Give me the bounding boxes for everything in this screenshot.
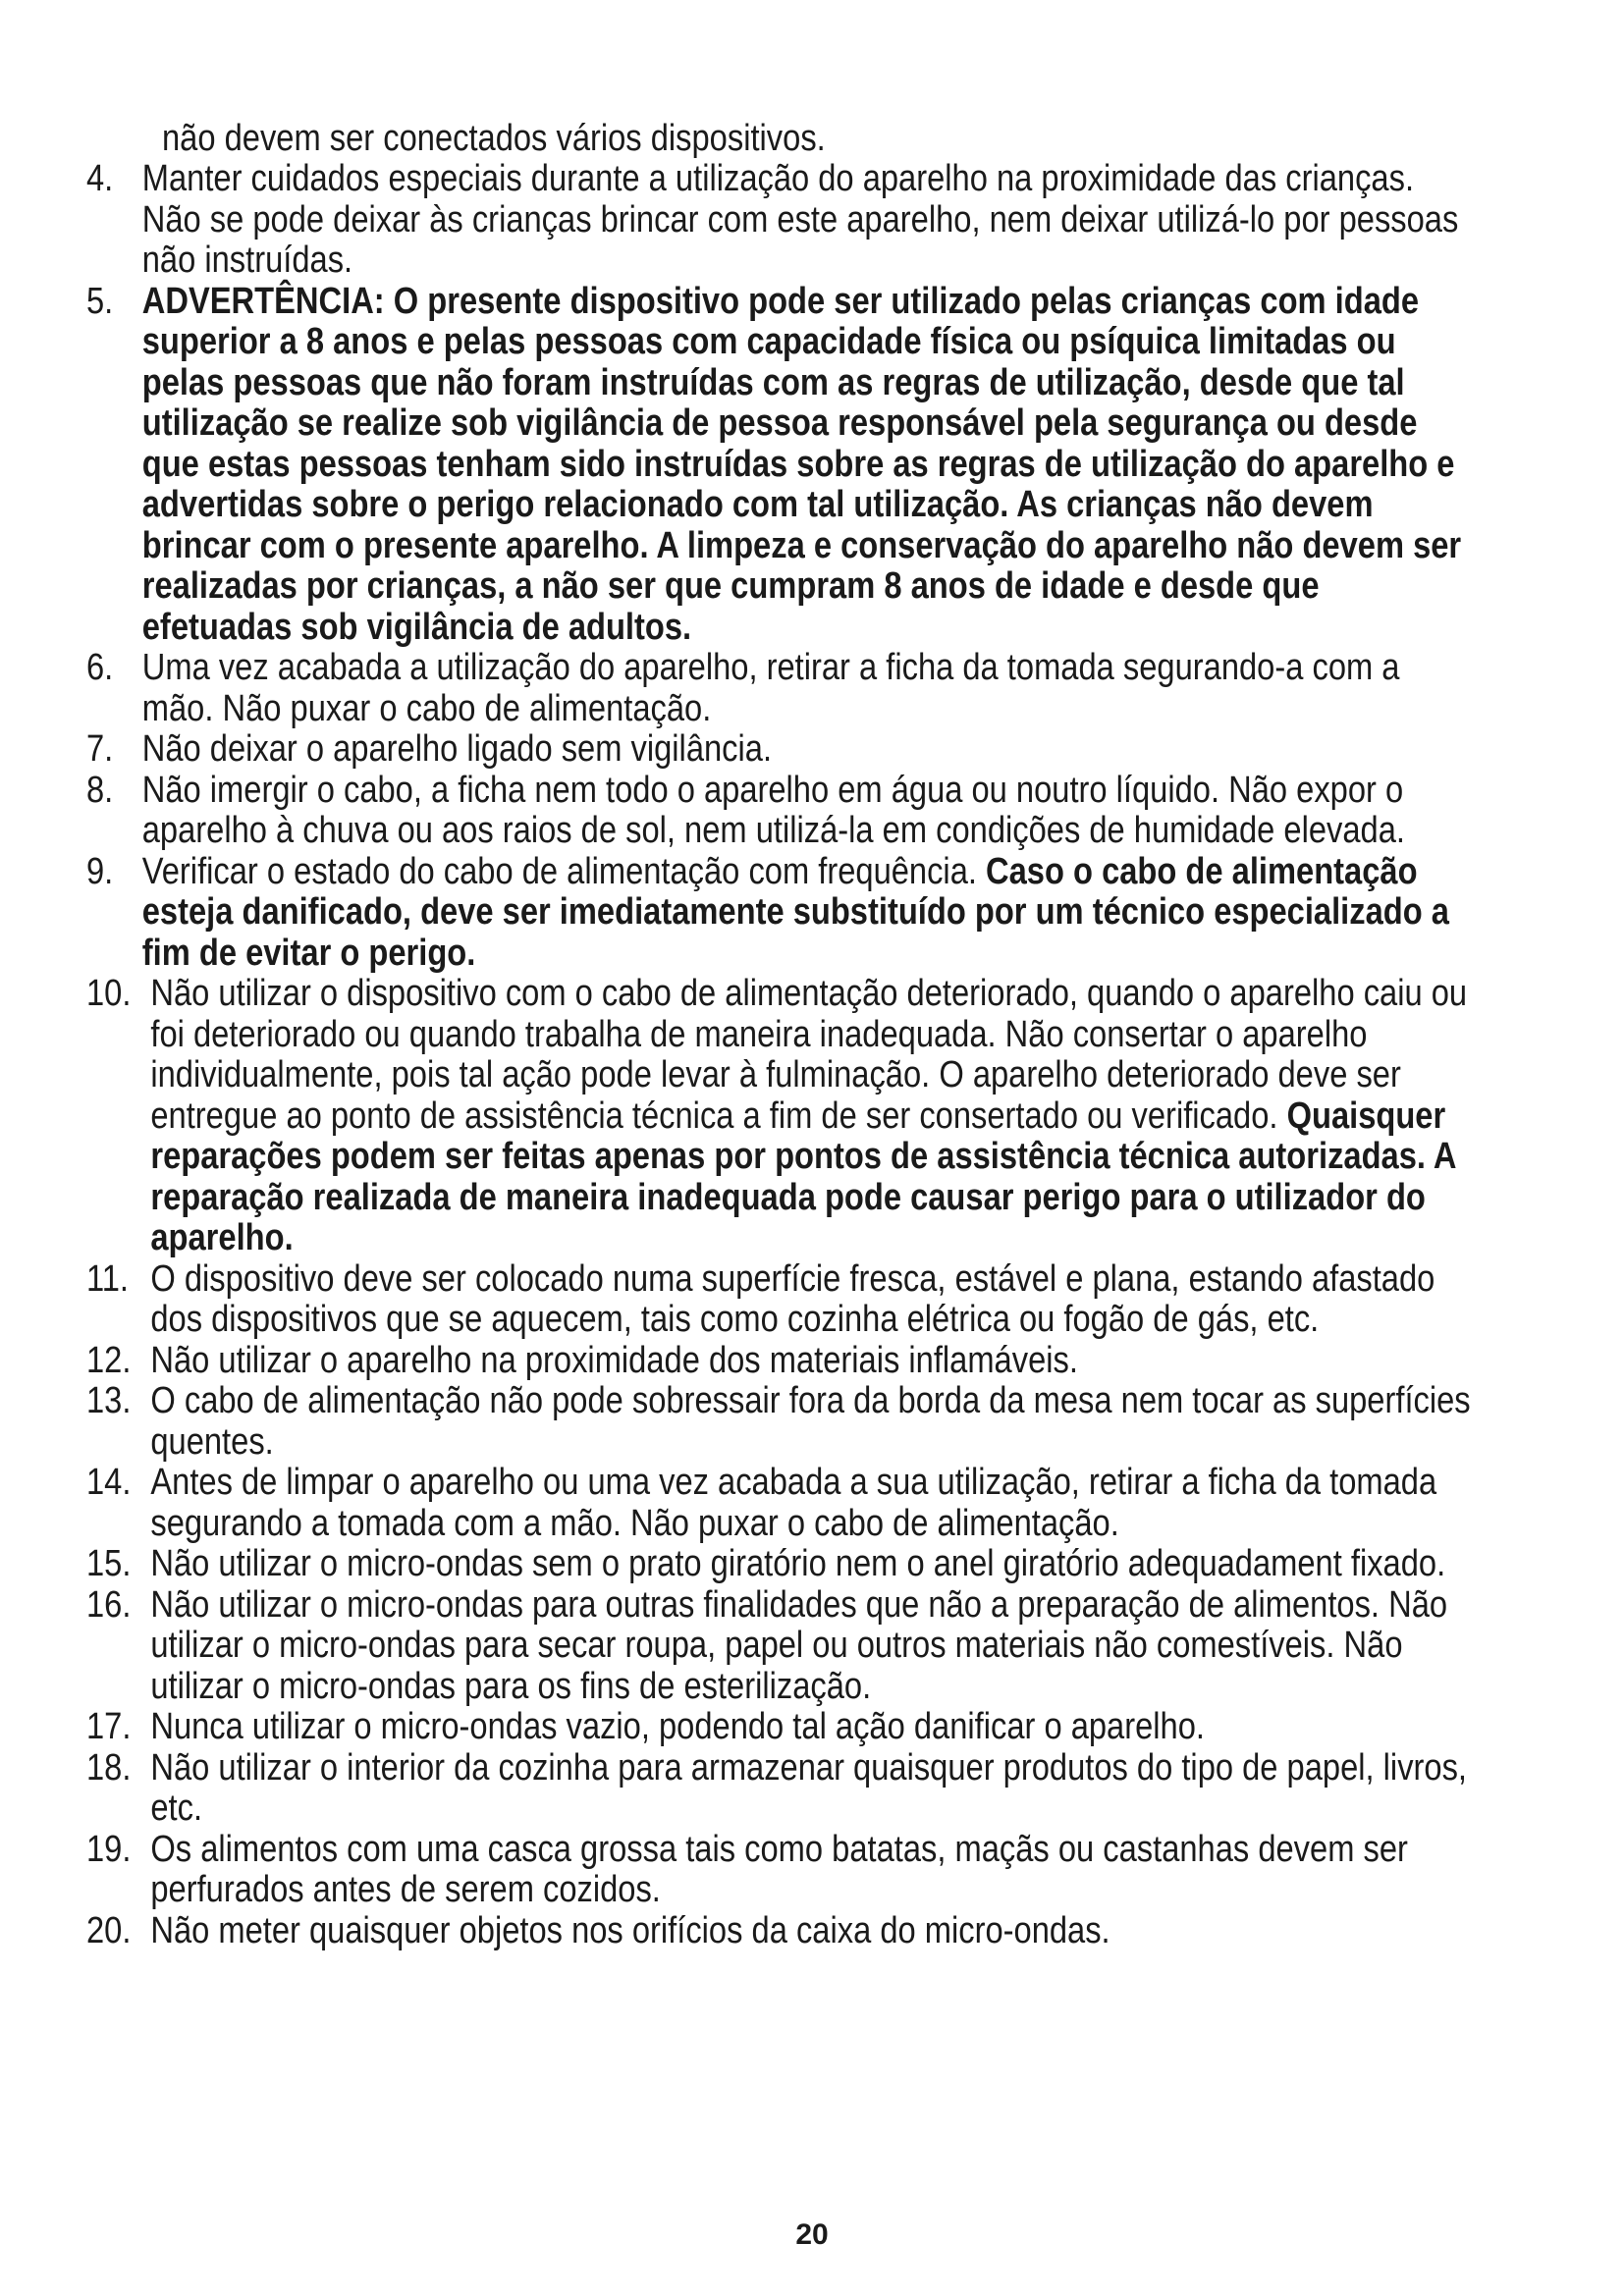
item-text: Não utilizar o interior da cozinha para armazenar quaisquer produtos do tipo de papel, livros, etc.: [150, 1746, 1468, 1829]
list-item: [86, 852, 1471, 975]
safety-instructions-list: [86, 159, 1471, 1951]
item-text: Manter cuidados especiais durante a utilização do aparelho na proximidade das crianças. Não se pode deixar às crianças brincar com este aparelho, nem deixar utilizá-lo por pessoas não instruídas.: [141, 158, 1459, 281]
list-item: [86, 1463, 1471, 1544]
item-number: 20.: [86, 1909, 132, 1951]
item-number: 19.: [86, 1828, 132, 1870]
continuation-text: não devem ser conectados vários dispositivos.: [162, 118, 826, 159]
item-number: 10.: [86, 973, 132, 1014]
list-item: [86, 1259, 1471, 1341]
item-number: 16.: [86, 1583, 132, 1626]
item-text: Antes de limpar o aparelho ou uma vez acabada a sua utilização, retirar a ficha da tomada segurando a tomada com a mão. Não puxar o cabo de alimentação.: [150, 1462, 1437, 1544]
list-item: [86, 1381, 1471, 1463]
item-number: 7.: [86, 728, 114, 770]
list-item: [86, 282, 1471, 649]
item-number: 9.: [86, 850, 114, 892]
item-text: Nunca utilizar o micro-ondas vazio, podendo tal ação danificar o aparelho.: [150, 1706, 1205, 1747]
item-text: O cabo de alimentação não pode sobressair fora da borda da mesa nem tocar as superfícies quentes.: [150, 1380, 1471, 1463]
list-item: [86, 1341, 1471, 1382]
item-number: 5.: [86, 280, 114, 322]
item-number: 8.: [86, 769, 114, 811]
item-number: 18.: [86, 1746, 132, 1789]
list-item: [86, 974, 1471, 1259]
list-item: [86, 159, 1471, 282]
list-item: [86, 648, 1471, 729]
item-text: Não deixar o aparelho ligado sem vigilância.: [141, 728, 773, 770]
item-text: Não meter quaisquer objetos nos orifícios da caixa do micro-ondas.: [150, 1909, 1110, 1951]
page-number: 20: [795, 2218, 829, 2251]
item-text: O dispositivo deve ser colocado numa superfície fresca, estável e plana, estando afastado dos dispositivos que se aquecem, tais como cozinha elétrica ou fogão de gás, etc.: [150, 1257, 1435, 1340]
item-text: Não utilizar o micro-ondas para outras finalidades que não a preparação de alimentos. Não utilizar o micro-ondas para secar roupa, papel ou outros materiais não comestíveis. Não utilizar o micro-ondas para os fins de esterilização.: [150, 1583, 1448, 1707]
item-number: 4.: [86, 158, 114, 199]
item-text: Verificar o estado do cabo de alimentação com frequência. Caso o cabo de alimentação esteja danificado, deve ser imediatamente substituído por um técnico especializado a fim de evitar o perigo.: [141, 850, 1449, 974]
list-item: [86, 1911, 1471, 1952]
list-item: [86, 1748, 1471, 1830]
list-item: [86, 1707, 1471, 1748]
list-item: [86, 729, 1471, 771]
item-text: Não utilizar o micro-ondas sem o prato giratório nem o anel giratório adequadament fixado.: [150, 1543, 1446, 1584]
item-number: 12.: [86, 1339, 132, 1381]
item-text: Uma vez acabada a utilização do aparelho, retirar a ficha da tomada segurando-a com a mão. Não puxar o cabo de alimentação.: [141, 647, 1400, 729]
item-number: 17.: [86, 1706, 132, 1747]
item-number: 13.: [86, 1380, 132, 1421]
item-text: Não utilizar o dispositivo com o cabo de alimentação deteriorado, quando o aparelho caiu ou foi deteriorado ou quando trabalha de maneira inadequada. Não consertar o aparelho individualmente, pois tal ação pode levar à fulminação. O aparelho deteriorado deve ser entregue ao ponto de assistência técnica a fim de ser consertado ou verificado. Quaisquer reparações podem ser feitas apenas por pontos de assistência técnica autorizadas. A reparação realizada de maneira inadequada pode causar perigo para o utilizador do aparelho.: [150, 973, 1468, 1258]
item-number: 14.: [86, 1462, 132, 1503]
item-text: Não imergir o cabo, a ficha nem todo o aparelho em água ou noutro líquido. Não expor o aparelho à chuva ou aos raios de sol, nem utilizá-la em condições de humidade elevada.: [141, 769, 1405, 851]
list-item: [86, 771, 1471, 852]
item-text: ADVERTÊNCIA: O presente dispositivo pode ser utilizado pelas crianças com idade superior a 8 anos e pelas pessoas com capacidade física ou psíquica limitadas ou pelas pessoas que não foram instruídas com as regras de utilização, desde que tal utilização se realize sob vigilância de pessoa responsável pela segurança ou desde que estas pessoas tenham sido instruídas sobre as regras de utilização do aparelho e advertidas sobre o perigo relacionado com tal utilização. As crianças não devem brincar com o presente aparelho. A limpeza e conservação do aparelho não devem ser realizadas por crianças, a não ser que cumpram 8 anos de idade e desde que efetuadas sob vigilância de adultos.: [141, 280, 1462, 648]
list-item: [86, 1830, 1471, 1911]
item-number: 6.: [86, 647, 114, 688]
item-number: 11.: [86, 1257, 130, 1300]
item-text: Não utilizar o aparelho na proximidade dos materiais inflamáveis.: [150, 1339, 1078, 1381]
item-text: Os alimentos com uma casca grossa tais como batatas, maçãs ou castanhas devem ser perfurados antes de serem cozidos.: [150, 1828, 1408, 1910]
list-item: [86, 1544, 1471, 1585]
list-item: [86, 1585, 1471, 1708]
item-number: 15.: [86, 1543, 132, 1584]
